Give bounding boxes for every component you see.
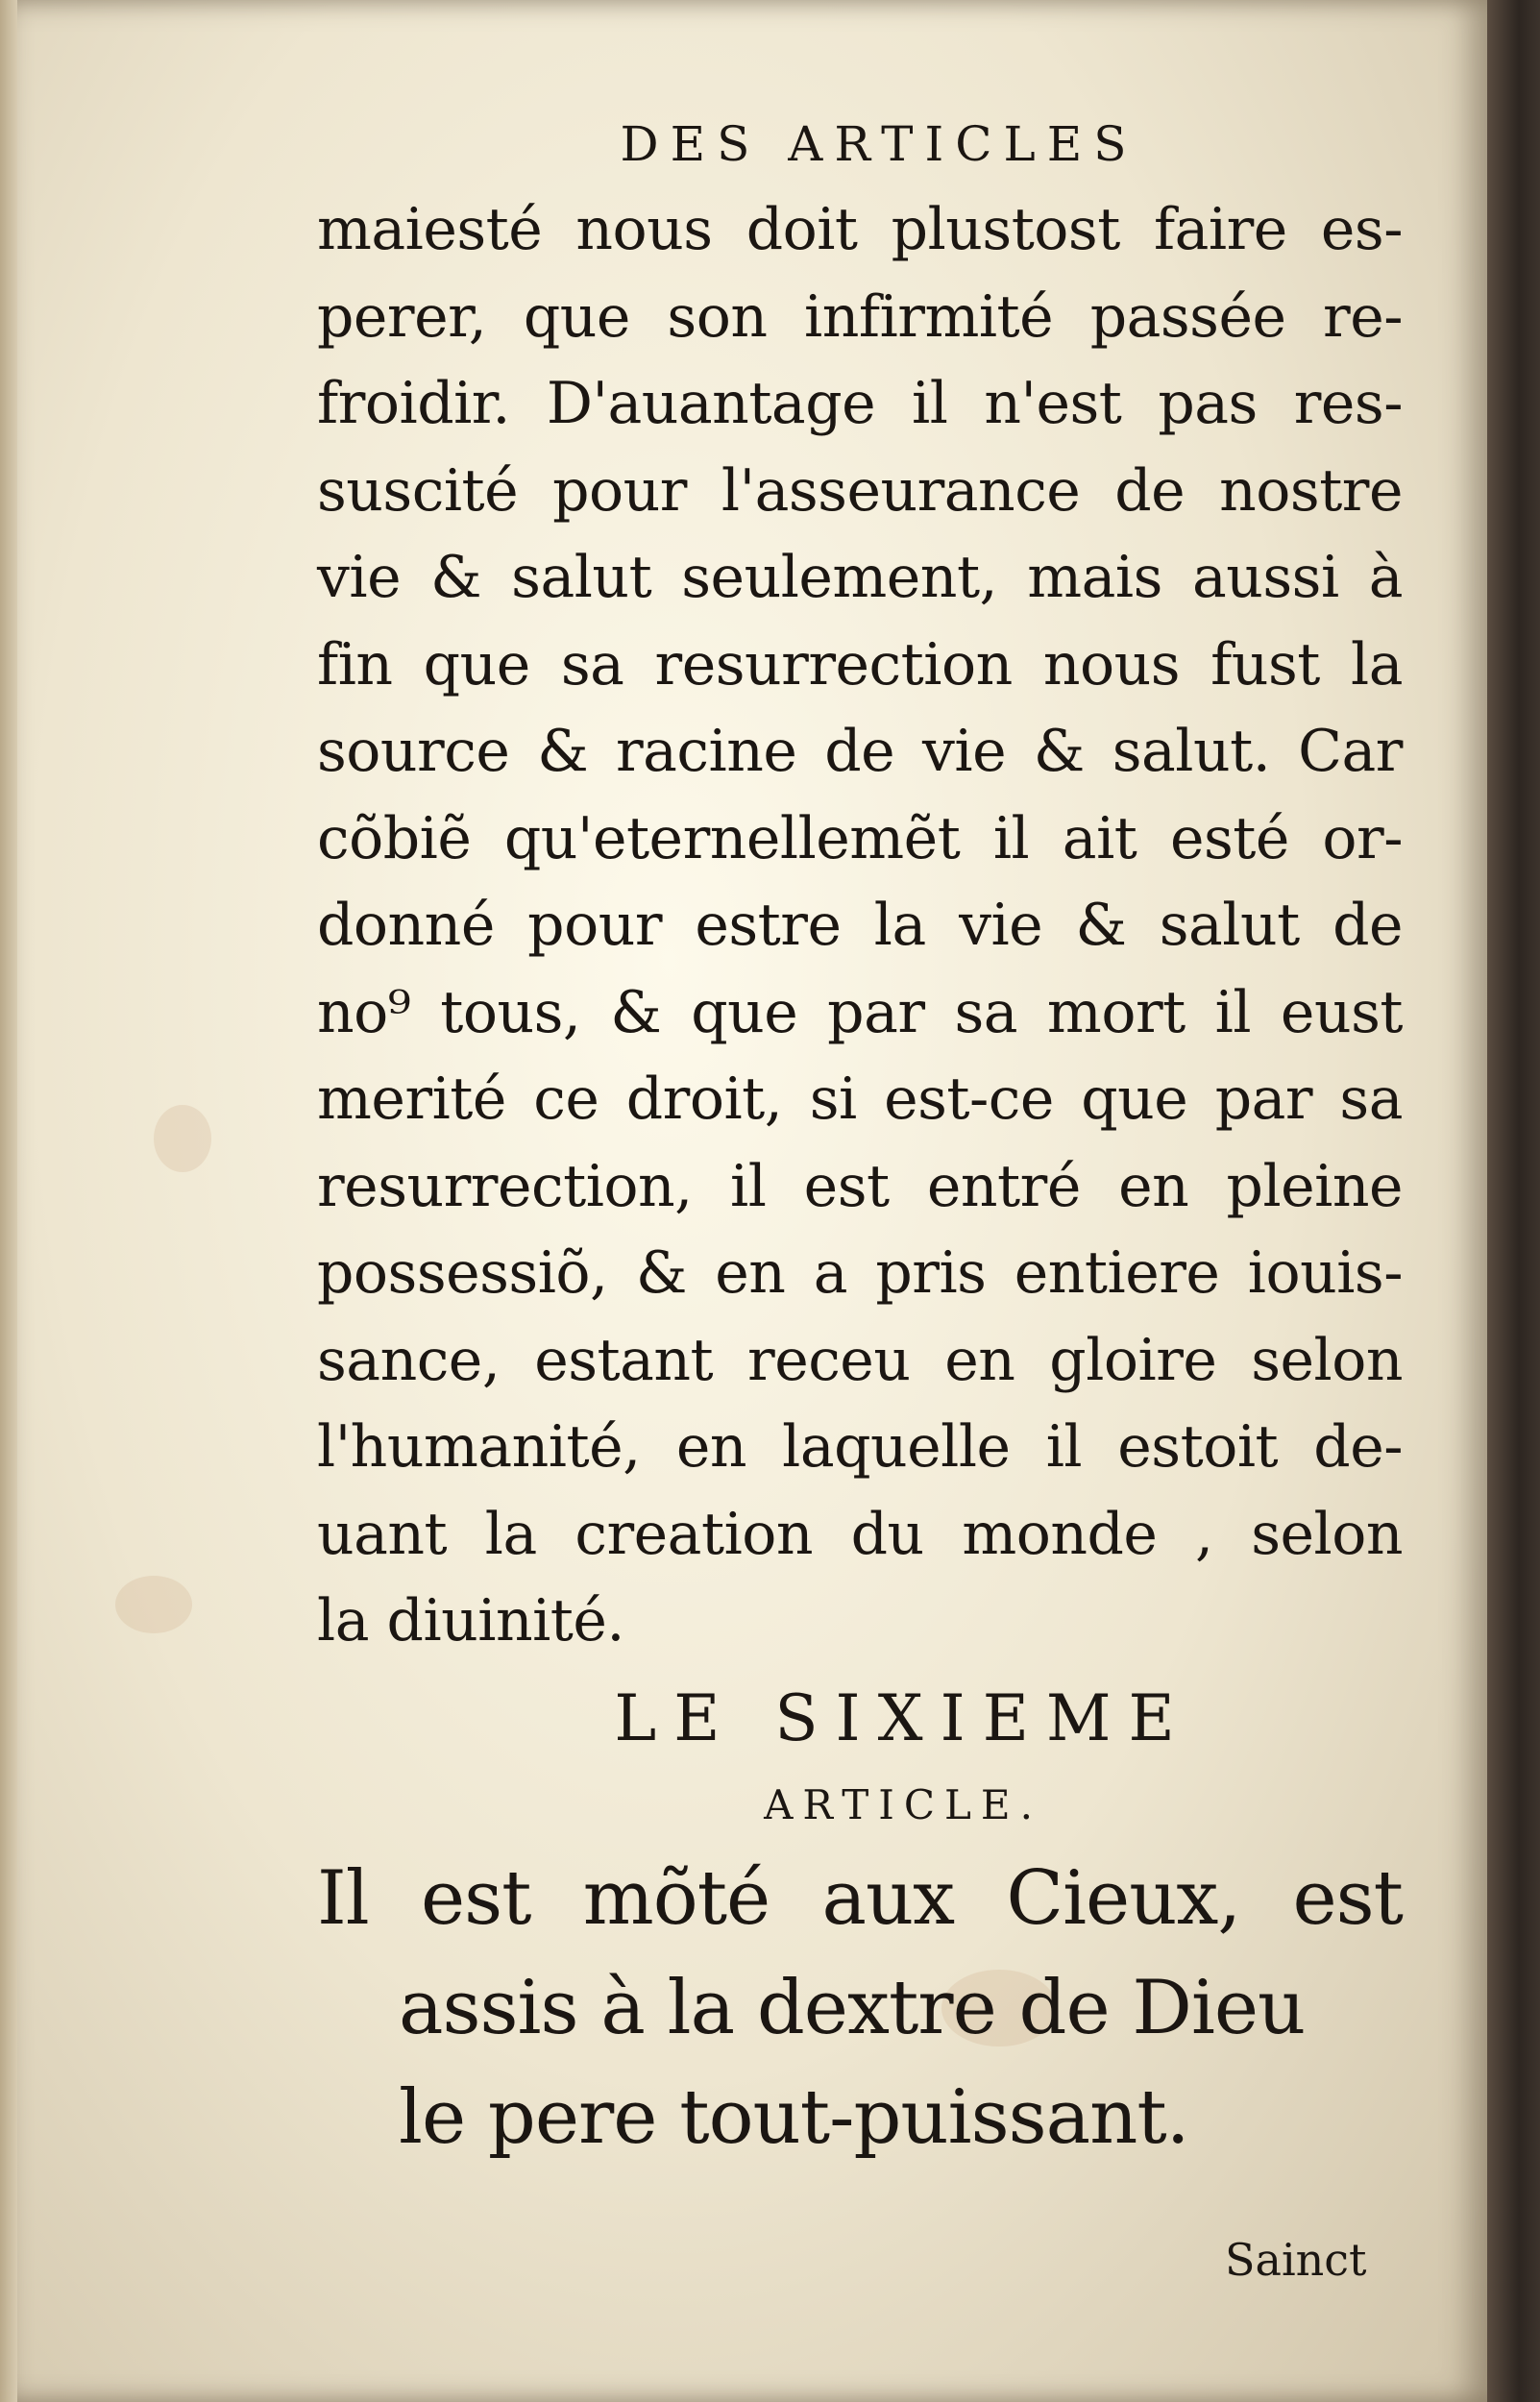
body-line: maiesté nous doit plustost faire es- <box>317 196 1403 263</box>
body-line: donné pour estre la vie & salut de <box>317 892 1403 959</box>
foxing-stain <box>154 1105 211 1172</box>
article-line: assis à la dextre de Dieu <box>399 1964 1306 2051</box>
running-head: DES ARTICLES <box>620 116 1138 172</box>
book-cover-edge <box>1487 0 1540 2402</box>
foxing-stain <box>115 1576 192 1633</box>
body-line: suscité pour l'asseurance de nostre <box>317 456 1403 525</box>
body-text <box>317 186 1403 1665</box>
body-line: vie & salut seulement, mais aussi à <box>317 544 1403 611</box>
body-line: froidir. D'auantage il n'est pas res- <box>317 370 1403 437</box>
body-line: merité ce droit, si est-ce que par sa <box>317 1066 1403 1133</box>
article-line: Il est mõté aux Cieux, est <box>317 1854 1403 1942</box>
page-gutter <box>0 0 17 2402</box>
body-line: uant la creation du monde , selon <box>317 1500 1403 1568</box>
text-block <box>317 106 1403 2172</box>
body-line: source & racine de vie & salut. Car <box>317 718 1403 785</box>
section-title: LE SIXIEME <box>614 1680 1192 1755</box>
section-subtitle: ARTICLE. <box>764 1780 1042 1828</box>
body-line: sance, estant receu en gloire selon <box>317 1326 1403 1394</box>
article-text <box>317 1844 1403 2172</box>
body-line: fin que sa resurrection nous fust la <box>317 630 1403 699</box>
body-line: perer, que son infirmité passée re- <box>317 282 1403 351</box>
body-line: no⁹ tous, & que par sa mort il eust <box>317 978 1403 1046</box>
body-line: cõbiẽ qu'eternellemẽt il ait esté or- <box>317 804 1403 872</box>
article-line: le pere tout-puissant. <box>399 2073 1189 2161</box>
body-line: resurrection, il est entré en pleine <box>317 1152 1403 1220</box>
body-line: la diuinité. <box>317 1587 624 1654</box>
body-line: l'humanité, en laquelle il estoit de- <box>317 1413 1403 1481</box>
body-line: possessiõ, & en a pris entiere iouis- <box>317 1239 1403 1307</box>
catchword: Sainct <box>1225 2234 1367 2286</box>
